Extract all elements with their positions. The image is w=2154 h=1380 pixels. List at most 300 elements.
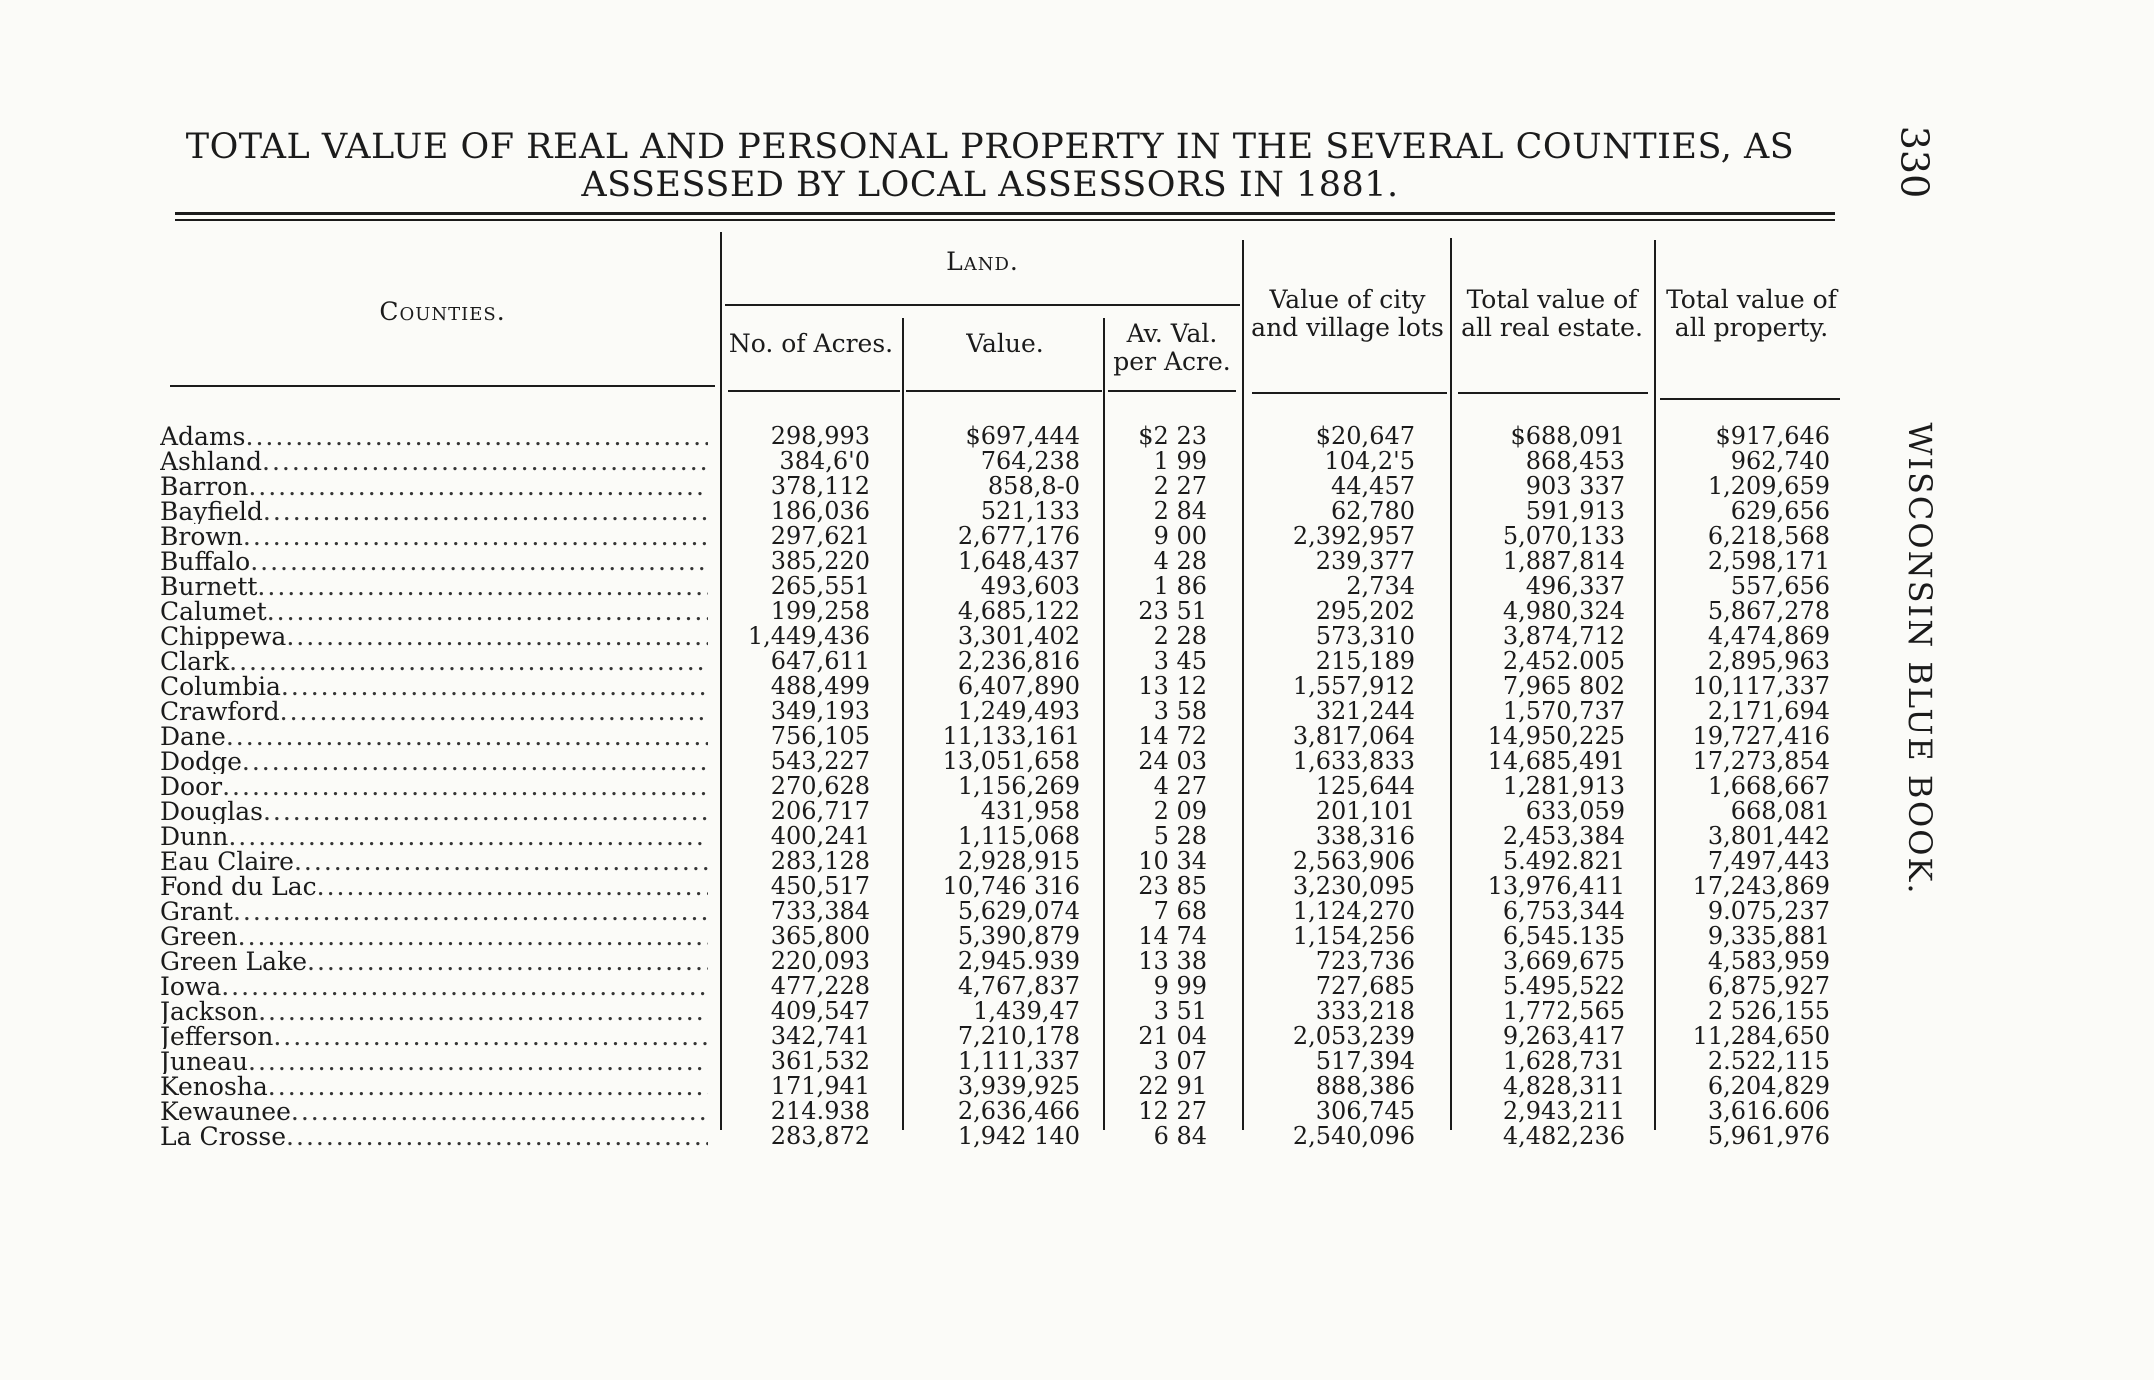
header-real-line2: all real estate.	[1461, 313, 1643, 342]
table-row-county	[160, 974, 708, 999]
header-value: Value.	[966, 329, 1044, 358]
city-lots-cell: 723,736	[1315, 947, 1415, 975]
column-divider	[1450, 238, 1452, 1130]
value-cell: 3,939,925	[957, 1072, 1080, 1100]
all-property-cell: 6,875,927	[1707, 972, 1830, 1000]
acres-cell: 270,628	[770, 772, 870, 800]
table-row-county	[160, 1124, 708, 1149]
avg-value-cell: 5 28	[1153, 822, 1207, 850]
real-estate-cell: 14,685,491	[1487, 747, 1625, 775]
county-name: Kewaunee	[160, 1099, 291, 1124]
acres-cell: 342,741	[770, 1022, 870, 1050]
table-row-county	[160, 624, 708, 649]
all-property-cell: 2.522,115	[1707, 1047, 1830, 1075]
avg-value-cell: 9 99	[1153, 972, 1207, 1000]
real-estate-cell: 5,070,133	[1502, 522, 1625, 550]
acres-cell: 214.938	[770, 1097, 870, 1125]
acres-cell: 488,499	[770, 672, 870, 700]
real-estate-cell: 1,570,737	[1502, 697, 1625, 725]
leader-dots	[262, 449, 708, 474]
real-estate-cell: 14,950,225	[1487, 722, 1625, 750]
city-lots-cell: 2,053,239	[1292, 1022, 1415, 1050]
table-row-county	[160, 899, 708, 924]
all-property-cell: 1,668,667	[1707, 772, 1830, 800]
acres-cell: 199,258	[770, 597, 870, 625]
column-divider	[1242, 240, 1244, 1130]
county-name: Dane	[160, 724, 226, 749]
avg-value-cell: 22 91	[1138, 1072, 1207, 1100]
county-name: Juneau	[160, 1049, 249, 1074]
table-row-county	[160, 649, 708, 674]
all-property-cell: 1,209,659	[1707, 472, 1830, 500]
acres-cell: 361,532	[770, 1047, 870, 1075]
real-estate-cell: 3,874,712	[1502, 622, 1625, 650]
county-name: Barron	[160, 474, 249, 499]
real-estate-cell: 13,976,411	[1487, 872, 1625, 900]
table-row-county	[160, 824, 708, 849]
county-name: Buffalo	[160, 549, 251, 574]
value-cell: 6,407,890	[957, 672, 1080, 700]
header-city-line2: and village lots	[1251, 313, 1444, 342]
real-estate-cell: 9,263,417	[1502, 1022, 1625, 1050]
table-row-county	[160, 1074, 708, 1099]
all-property-cell: 2 526,155	[1707, 997, 1830, 1025]
all-property-cell: 557,656	[1730, 572, 1830, 600]
leader-dots	[291, 1099, 708, 1124]
counties-column	[160, 424, 708, 1149]
value-cell: 1,249,493	[957, 697, 1080, 725]
real-estate-cell: 633,059	[1525, 797, 1625, 825]
acres-cell: 477,228	[770, 972, 870, 1000]
table-row-county	[160, 524, 708, 549]
leader-dots	[238, 924, 708, 949]
all-property-cell: 4,583,959	[1707, 947, 1830, 975]
title-line-2: ASSESSED BY LOCAL ASSESSORS IN 1881.	[581, 165, 1399, 205]
acres-cell: 283,872	[770, 1122, 870, 1150]
acres-cell: 265,551	[770, 572, 870, 600]
leader-dots	[233, 899, 708, 924]
table-row-county	[160, 699, 708, 724]
leader-dots	[280, 699, 708, 724]
county-name: Bayfield	[160, 499, 263, 524]
leader-dots	[317, 874, 708, 899]
avg-value-cell: 14 74	[1138, 922, 1207, 950]
avg-value-cell: 2 27	[1153, 472, 1207, 500]
all-property-cell: 3,616.606	[1707, 1097, 1830, 1125]
header-bottom-rule	[1458, 392, 1648, 394]
county-name: La Crosse	[160, 1124, 287, 1149]
all-property-cell: 10,117,337	[1692, 672, 1830, 700]
column-divider	[1654, 240, 1656, 1130]
avg-value-cell: 21 04	[1138, 1022, 1207, 1050]
header-land: Land.	[946, 247, 1019, 276]
city-lots-cell: 2,392,957	[1292, 522, 1415, 550]
table-row-county	[160, 849, 708, 874]
city-lots-cell: 2,540,096	[1292, 1122, 1415, 1150]
city-lots-cell: 201,101	[1315, 797, 1415, 825]
acres-cell: 409,547	[770, 997, 870, 1025]
table-row-county	[160, 549, 708, 574]
real-estate-cell: 1,887,814	[1502, 547, 1625, 575]
value-cell: 1,942 140	[957, 1122, 1080, 1150]
county-name: Dunn	[160, 824, 229, 849]
avg-value-cell: 2 09	[1153, 797, 1207, 825]
value-cell: 7,210,178	[957, 1022, 1080, 1050]
real-estate-cell: 1,628,731	[1502, 1047, 1625, 1075]
real-estate-cell: 4,482,236	[1502, 1122, 1625, 1150]
county-name: Eau Claire	[160, 849, 294, 874]
real-estate-cell: $688,091	[1510, 422, 1625, 450]
real-estate-cell: 6,545.135	[1502, 922, 1625, 950]
leader-dots	[294, 849, 708, 874]
table-row-county	[160, 1024, 708, 1049]
county-name: Green Lake	[160, 949, 308, 974]
value-cell: 1,115,068	[957, 822, 1080, 850]
table-row-county	[160, 799, 708, 824]
all-property-cell: 5,961,976	[1707, 1122, 1830, 1150]
header-bottom-rule	[728, 390, 900, 392]
real-estate-cell: 1,772,565	[1502, 997, 1625, 1025]
acres-cell: 206,717	[770, 797, 870, 825]
acres-cell: 1,449,436	[747, 622, 870, 650]
city-lots-cell: 727,685	[1315, 972, 1415, 1000]
column-divider	[902, 318, 904, 1130]
acres-cell: 378,112	[770, 472, 870, 500]
leader-dots	[221, 974, 708, 999]
leader-dots	[273, 1024, 708, 1049]
acres-cell: 400,241	[770, 822, 870, 850]
value-cell: 1,648,437	[957, 547, 1080, 575]
header-bottom-rule	[1660, 398, 1840, 400]
value-cell: 4,767,837	[957, 972, 1080, 1000]
city-lots-cell: 338,316	[1315, 822, 1415, 850]
leader-dots	[281, 674, 708, 699]
value-column	[905, 424, 1080, 1149]
table-row-county	[160, 449, 708, 474]
city-lots-cell: 333,218	[1315, 997, 1415, 1025]
all-property-cell: 5,867,278	[1707, 597, 1830, 625]
leader-dots	[263, 799, 708, 824]
avg-value-cell: 23 51	[1138, 597, 1207, 625]
city-lots-cell: 3,817,064	[1292, 722, 1415, 750]
county-name: Door	[160, 774, 223, 799]
value-cell: 521,133	[980, 497, 1080, 525]
city-lots-cell: 104,2'5	[1324, 447, 1415, 475]
real-estate-cell: 4,980,324	[1502, 597, 1625, 625]
top-rule-thin	[175, 219, 1835, 221]
city-lots-cell: 125,644	[1315, 772, 1415, 800]
city-lots-column	[1255, 424, 1415, 1149]
county-name: Jefferson	[160, 1024, 274, 1049]
leader-dots	[286, 624, 708, 649]
acres-cell: 733,384	[770, 897, 870, 925]
city-lots-cell: 1,154,256	[1292, 922, 1415, 950]
avg-value-cell: 24 03	[1138, 747, 1207, 775]
real-estate-cell: 1,281,913	[1502, 772, 1625, 800]
city-lots-cell: 62,780	[1331, 497, 1415, 525]
county-name: Grant	[160, 899, 233, 924]
real-estate-cell: 2,452.005	[1502, 647, 1625, 675]
column-divider	[1103, 318, 1105, 1130]
value-cell: 858,8-0	[987, 472, 1080, 500]
all-property-column	[1660, 424, 1830, 1149]
avg-value-cell: 4 27	[1153, 772, 1207, 800]
value-cell: $697,444	[965, 422, 1080, 450]
title-line-1: TOTAL VALUE OF REAL AND PERSONAL PROPERTY IN THE SEVERAL COUNTIES, AS	[185, 127, 1795, 167]
table-row-county	[160, 1049, 708, 1074]
header-counties: Counties.	[379, 297, 506, 326]
acres-cell: 298,993	[770, 422, 870, 450]
header-city-line1: Value of city	[1269, 285, 1426, 314]
avg-value-cell: 4 28	[1153, 547, 1207, 575]
value-cell: 10,746 316	[942, 872, 1080, 900]
leader-dots	[248, 474, 708, 499]
avg-value-cell: 1 86	[1153, 572, 1207, 600]
table-row-county	[160, 1099, 708, 1124]
real-estate-cell: 4,828,311	[1502, 1072, 1625, 1100]
value-cell: 493,603	[980, 572, 1080, 600]
city-lots-cell: 888,386	[1315, 1072, 1415, 1100]
value-cell: 1,111,337	[957, 1047, 1080, 1075]
table-row-county	[160, 574, 708, 599]
avg-value-cell: 3 58	[1153, 697, 1207, 725]
header-all-line1: Total value of	[1666, 285, 1837, 314]
page-title	[170, 128, 1810, 204]
avg-value-cell: 14 72	[1138, 722, 1207, 750]
header-bottom-rule	[1108, 390, 1236, 392]
acres-cell: 384,6'0	[779, 447, 870, 475]
county-name: Crawford	[160, 699, 280, 724]
value-cell: 1,439,47	[973, 997, 1080, 1025]
avg-value-cell: 9 00	[1153, 522, 1207, 550]
value-cell: 2,677,176	[957, 522, 1080, 550]
all-property-cell: 668,081	[1730, 797, 1830, 825]
leader-dots	[250, 549, 708, 574]
acres-cell: 171,941	[770, 1072, 870, 1100]
table-row-county	[160, 874, 708, 899]
leader-dots	[267, 599, 708, 624]
header-real-estate	[1452, 286, 1652, 342]
header-all-property	[1654, 286, 1849, 342]
county-name: Calumet	[160, 599, 267, 624]
table-row-county	[160, 724, 708, 749]
table-row-county	[160, 749, 708, 774]
county-name: Iowa	[160, 974, 222, 999]
all-property-cell: 7,497,443	[1707, 847, 1830, 875]
value-cell: 13,051,658	[942, 747, 1080, 775]
all-property-cell: 6,218,568	[1707, 522, 1830, 550]
avg-value-cell: 2 28	[1153, 622, 1207, 650]
leader-dots	[229, 649, 708, 674]
city-lots-cell: 239,377	[1315, 547, 1415, 575]
county-name: Jackson	[160, 999, 259, 1024]
real-estate-cell: 5.492.821	[1502, 847, 1625, 875]
table-row-county	[160, 999, 708, 1024]
avg-value-cell: 13 38	[1138, 947, 1207, 975]
value-cell: 2,928,915	[957, 847, 1080, 875]
all-property-cell: 17,243,869	[1692, 872, 1830, 900]
acres-cell: 756,105	[770, 722, 870, 750]
real-estate-cell: 591,913	[1525, 497, 1625, 525]
leader-dots	[222, 774, 708, 799]
all-property-cell: 2,171,694	[1707, 697, 1830, 725]
all-property-cell: 6,204,829	[1707, 1072, 1830, 1100]
real-estate-cell: 7,965 802	[1502, 672, 1625, 700]
leader-dots	[258, 999, 708, 1024]
avg-value-cell: 12 27	[1138, 1097, 1207, 1125]
county-name: Burnett	[160, 574, 258, 599]
city-lots-cell: 321,244	[1315, 697, 1415, 725]
header-av-val	[1103, 320, 1241, 376]
county-name: Douglas	[160, 799, 263, 824]
all-property-cell: 19,727,416	[1692, 722, 1830, 750]
leader-dots	[263, 499, 708, 524]
acres-cell: 365,800	[770, 922, 870, 950]
city-lots-cell: $20,647	[1315, 422, 1415, 450]
acres-cell: 385,220	[770, 547, 870, 575]
city-lots-cell: 1,633,833	[1292, 747, 1415, 775]
acres-column	[700, 424, 870, 1149]
real-estate-cell: 6,753,344	[1502, 897, 1625, 925]
acres-cell: 186,036	[770, 497, 870, 525]
all-property-cell: 2,895,963	[1707, 647, 1830, 675]
acres-cell: 297,621	[770, 522, 870, 550]
avg-value-cell: 1 99	[1153, 447, 1207, 475]
value-cell: 431,958	[980, 797, 1080, 825]
value-cell: 4,685,122	[957, 597, 1080, 625]
leader-dots	[226, 724, 708, 749]
header-real-line1: Total value of	[1466, 285, 1638, 314]
county-name: Adams	[160, 424, 246, 449]
avg-value-cell: 3 07	[1153, 1047, 1207, 1075]
avg-value-cell: 3 51	[1153, 997, 1207, 1025]
header-acres: No. of Acres.	[728, 329, 894, 358]
value-cell: 764,238	[980, 447, 1080, 475]
county-name: Chippewa	[160, 624, 287, 649]
city-lots-cell: 2,734	[1346, 572, 1415, 600]
city-lots-cell: 1,124,270	[1292, 897, 1415, 925]
value-cell: 11,133,161	[942, 722, 1080, 750]
avg-value-cell: 7 68	[1153, 897, 1207, 925]
header-city-lots	[1245, 286, 1450, 342]
county-name: Dodge	[160, 749, 242, 774]
header-bottom-rule	[906, 390, 1102, 392]
city-lots-cell: 295,202	[1315, 597, 1415, 625]
county-name: Green	[160, 924, 238, 949]
avg-value-cell: $2 23	[1138, 422, 1207, 450]
header-bottom-rule	[170, 385, 715, 387]
real-estate-cell: 2,943,211	[1502, 1097, 1625, 1125]
leader-dots	[228, 824, 708, 849]
leader-dots	[243, 524, 708, 549]
all-property-cell: 629,656	[1730, 497, 1830, 525]
all-property-cell: 9,335,881	[1707, 922, 1830, 950]
city-lots-cell: 3,230,095	[1292, 872, 1415, 900]
county-name: Clark	[160, 649, 230, 674]
county-name: Brown	[160, 524, 243, 549]
real-estate-cell: 903 337	[1525, 472, 1625, 500]
acres-cell: 349,193	[770, 697, 870, 725]
all-property-cell: 17,273,854	[1692, 747, 1830, 775]
real-estate-cell: 2,453,384	[1502, 822, 1625, 850]
leader-dots	[246, 424, 709, 449]
value-cell: 2,236,816	[957, 647, 1080, 675]
city-lots-cell: 2,563,906	[1292, 847, 1415, 875]
leader-dots	[268, 1074, 708, 1099]
value-cell: 1,156,269	[957, 772, 1080, 800]
all-property-cell: 4,474,869	[1707, 622, 1830, 650]
city-lots-cell: 1,557,912	[1292, 672, 1415, 700]
header-all-line2: all property.	[1674, 313, 1829, 342]
page-number: 330	[1892, 125, 1937, 199]
leader-dots	[307, 949, 708, 974]
leader-dots	[242, 749, 708, 774]
table-row-county	[160, 774, 708, 799]
all-property-cell: 2,598,171	[1707, 547, 1830, 575]
header-av-val-line2: per Acre.	[1113, 347, 1231, 376]
value-cell: 3,301,402	[957, 622, 1080, 650]
city-lots-cell: 44,457	[1331, 472, 1415, 500]
city-lots-cell: 306,745	[1315, 1097, 1415, 1125]
table-row-county	[160, 599, 708, 624]
table-row-county	[160, 499, 708, 524]
table-row-county	[160, 474, 708, 499]
all-property-cell: 962,740	[1730, 447, 1830, 475]
running-head: WISCONSIN BLUE BOOK.	[1901, 422, 1939, 896]
real-estate-cell: 5.495,522	[1502, 972, 1625, 1000]
value-cell: 5,390,879	[957, 922, 1080, 950]
county-name: Fond du Lac	[160, 874, 317, 899]
table-row-county	[160, 924, 708, 949]
acres-cell: 283,128	[770, 847, 870, 875]
avg-value-cell: 6 84	[1153, 1122, 1207, 1150]
table-row-county	[160, 424, 708, 449]
real-estate-cell: 496,337	[1525, 572, 1625, 600]
leader-dots	[248, 1049, 708, 1074]
avg-value-cell: 3 45	[1153, 647, 1207, 675]
leader-dots	[257, 574, 708, 599]
table-row-county	[160, 949, 708, 974]
all-property-cell: 3,801,442	[1707, 822, 1830, 850]
avg-value-cell: 2 84	[1153, 497, 1207, 525]
all-property-cell: 9.075,237	[1707, 897, 1830, 925]
county-name: Ashland	[160, 449, 262, 474]
value-cell: 5,629,074	[957, 897, 1080, 925]
county-name: Kenosha	[160, 1074, 268, 1099]
acres-cell: 220,093	[770, 947, 870, 975]
land-subrule	[725, 304, 1240, 306]
value-cell: 2,636,466	[957, 1097, 1080, 1125]
real-estate-column	[1460, 424, 1625, 1149]
avg-value-column	[1110, 424, 1207, 1149]
leader-dots	[286, 1124, 708, 1149]
avg-value-cell: 10 34	[1138, 847, 1207, 875]
acres-cell: 647,611	[770, 647, 870, 675]
acres-cell: 450,517	[770, 872, 870, 900]
header-bottom-rule	[1252, 392, 1447, 394]
header-av-val-line1: Av. Val.	[1126, 319, 1218, 348]
real-estate-cell: 3,669,675	[1502, 947, 1625, 975]
avg-value-cell: 23 85	[1138, 872, 1207, 900]
all-property-cell: 11,284,650	[1692, 1022, 1830, 1050]
city-lots-cell: 517,394	[1315, 1047, 1415, 1075]
avg-value-cell: 13 12	[1138, 672, 1207, 700]
table-row-county	[160, 674, 708, 699]
value-cell: 2,945.939	[957, 947, 1080, 975]
acres-cell: 543,227	[770, 747, 870, 775]
city-lots-cell: 215,189	[1315, 647, 1415, 675]
real-estate-cell: 868,453	[1525, 447, 1625, 475]
